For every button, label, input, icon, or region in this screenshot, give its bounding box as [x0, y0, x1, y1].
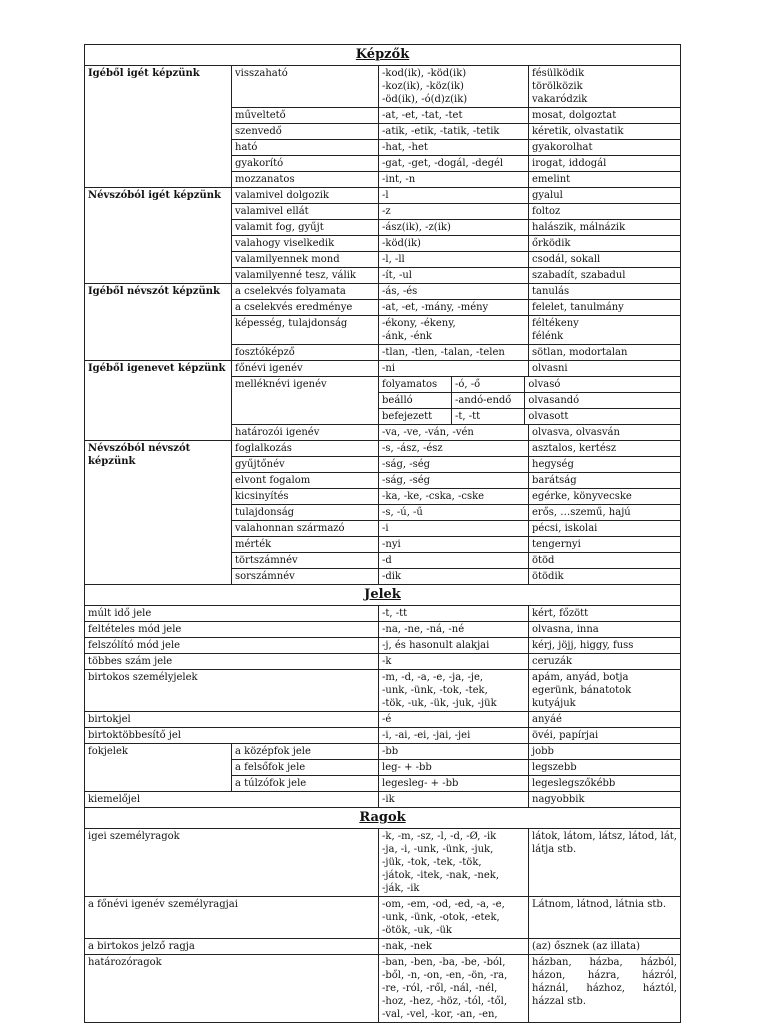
kepzo-suffix-line: -i: [382, 523, 389, 534]
kepzo-type: melléknévi igenév: [232, 377, 379, 425]
kepzo-suffix-line: -gat, -get, -dogál, -degél: [382, 158, 504, 169]
group-label: Névszóból igét képzünk: [85, 188, 232, 284]
grammar-sheet: [84, 44, 680, 1023]
kepzo-type: határozói igenév: [232, 425, 379, 441]
rag-name: a birtokos jelző ragja: [85, 939, 379, 955]
kepzo-suffix: [379, 473, 529, 489]
participle-subtable-cell: [379, 377, 681, 425]
kepzo-example: [529, 66, 681, 108]
kepzo-suffix: [379, 236, 529, 252]
rag-name: a főnévi igenév személyragjai: [85, 897, 379, 939]
kepzo-type: valamivel ellát: [232, 204, 379, 220]
kepzo-suffix-line: -va, -ve, -ván, -vén: [382, 427, 474, 438]
jel-name: felszólító mód jele: [85, 638, 379, 654]
jel-example-line: anyáé: [532, 714, 562, 725]
kepzo-type: valahogy viselkedik: [232, 236, 379, 252]
kepzo-example: [529, 473, 681, 489]
rag-suffix-line: -hoz, -hez, -höz, -tól, -től,: [382, 996, 508, 1007]
kepzo-type: fosztóképző: [232, 345, 379, 361]
table-row: [85, 188, 681, 204]
fokjel-group-label: fokjelek: [85, 744, 232, 792]
section-title-kepzok: [85, 45, 681, 66]
section-title-kepzok-row: [85, 45, 681, 66]
kepzo-example: [529, 316, 681, 345]
kepzo-suffix: [379, 553, 529, 569]
kepzo-example-line: pécsi, iskolai: [532, 523, 598, 534]
kepzo-suffix-line: -nyi: [382, 539, 401, 550]
kepzo-example: [529, 172, 681, 188]
kepzo-type: a cselekvés folyamata: [232, 284, 379, 300]
kepzo-suffix: [379, 300, 529, 316]
participle-suffix: -andó-endő: [451, 393, 524, 409]
kepzo-suffix: [379, 361, 529, 377]
participle-suffix: -ó, -ő: [451, 377, 524, 393]
kepzo-type: ható: [232, 140, 379, 156]
participle-label: befejezett: [379, 409, 451, 425]
rag-suffix-line: -jük, -tok, -tek, -tök,: [382, 857, 482, 868]
rag-suffix-line: -val, -vel, -kor, -an, -en,: [382, 1009, 498, 1020]
kepzo-example-line: tengernyi: [532, 539, 581, 550]
kepzo-type: a cselekvés eredménye: [232, 300, 379, 316]
jel-name: múlt idő jele: [85, 606, 379, 622]
kepzo-suffix: [379, 268, 529, 284]
kepzo-suffix: [379, 569, 529, 585]
kepzo-suffix-line: -ka, -ke, -cska, -cske: [382, 491, 485, 502]
group-label: Igéből igenevet képzünk: [85, 361, 232, 441]
kepzo-type: gyakorító: [232, 156, 379, 172]
kepzo-type: szenvedő: [232, 124, 379, 140]
kepzo-type: visszaható: [232, 66, 379, 108]
kepzo-suffix-line: -tlan, -tlen, -talan, -telen: [382, 347, 505, 358]
kepzo-suffix-line: -s, -ú, -ű: [382, 507, 423, 518]
kepzo-example: [529, 441, 681, 457]
kepzo-suffix-line: -at, -et, -tat, -tet: [382, 110, 463, 121]
jel-example: [529, 712, 681, 728]
kepzo-suffix-line: -ság, -ség: [382, 475, 431, 486]
kepzo-example: [529, 220, 681, 236]
jel-suffix: [379, 638, 529, 654]
rag-example: látok, látom, látsz, látod, lát, látja stb.: [529, 829, 681, 897]
participle-example: olvasott: [528, 411, 569, 422]
kepzo-example-line: szabadít, szabadul: [532, 270, 626, 281]
kepzo-suffix-line: -z: [382, 206, 391, 217]
kepzo-type: valamivel dolgozik: [232, 188, 379, 204]
group-label: Igéből névszót képzünk: [85, 284, 232, 361]
kepzo-type: törtszámnév: [232, 553, 379, 569]
kepzo-type: elvont fogalom: [232, 473, 379, 489]
jel-example-line: kutyájuk: [532, 698, 576, 709]
kepzo-type: képesség, tulajdonság: [232, 316, 379, 345]
jel-suffix: [379, 606, 529, 622]
kepzo-suffix-line: -ság, -ség: [382, 459, 431, 470]
table-row: [85, 829, 681, 897]
fokjel-label: a felsőfok jele: [232, 760, 379, 776]
kepzo-suffix: [379, 124, 529, 140]
kepzo-example-line: irogat, iddogál: [532, 158, 607, 169]
rag-suffix-line: -ban, -ben, -ba, -be, -ból,: [382, 957, 506, 968]
table-row: [85, 712, 681, 728]
kepzo-suffix-line: -hat, -het: [382, 142, 428, 153]
section-title-kepzok-text: Képzők: [355, 47, 410, 62]
kepzo-example: [529, 569, 681, 585]
jel-suffix: -ik: [379, 792, 529, 808]
kepzo-example-line: féltékeny: [532, 318, 579, 329]
kepzo-example: [529, 521, 681, 537]
kepzo-suffix: [379, 521, 529, 537]
table-row: [85, 939, 681, 955]
kepzo-example: [529, 188, 681, 204]
participle-label: beálló: [379, 393, 451, 409]
kepzo-suffix: [379, 108, 529, 124]
participle-row: [379, 393, 680, 409]
kepzo-suffix: [379, 140, 529, 156]
participle-subtable: [379, 377, 680, 424]
jel-suffix-line: -i, -ai, -ei, -jai, -jei: [382, 730, 471, 741]
kepzo-suffix-line: -dik: [382, 571, 402, 582]
kepzo-suffix: [379, 188, 529, 204]
kepzo-example: [529, 124, 681, 140]
jel-name: többes szám jele: [85, 654, 379, 670]
kepzo-type: valamilyenné tesz, válik: [232, 268, 379, 284]
kepzo-suffix: [379, 425, 529, 441]
rag-suffix-line: -unk, -ünk, -otok, -etek,: [382, 912, 500, 923]
kepzo-example-line: sötlan, modortalan: [532, 347, 628, 358]
kepzo-example-line: őrködik: [532, 238, 571, 249]
kepzo-suffix-line: -ász(ik), -z(ik): [382, 222, 451, 233]
kepzo-suffix: [379, 204, 529, 220]
jel-suffix-line: -é: [382, 714, 392, 725]
table-row: [85, 66, 681, 108]
kepzo-example: [529, 489, 681, 505]
jel-suffix: [379, 728, 529, 744]
table-row: [85, 361, 681, 377]
kepzo-suffix: [379, 252, 529, 268]
rag-example: házban, házba, házból, házon, házra, házról, háznál, házhoz, háztól, házzal stb.: [529, 955, 681, 1023]
fokjel-example: jobb: [529, 744, 681, 760]
participle-example: olvasó: [525, 377, 680, 393]
rag-suffix-line: -om, -em, -od, -ed, -a, -e,: [382, 899, 505, 910]
jel-example: [529, 654, 681, 670]
kepzo-suffix-line: -koz(ik), -köz(ik): [382, 81, 464, 92]
kepzo-example: [529, 345, 681, 361]
kepzo-type: tulajdonság: [232, 505, 379, 521]
rag-name: igei személyragok: [85, 829, 379, 897]
kepzo-suffix-line: -ít, -ul: [382, 270, 412, 281]
kepzo-suffix: [379, 505, 529, 521]
group-label: Igéből igét képzünk: [85, 66, 232, 188]
kepzo-type: gyűjtőnév: [232, 457, 379, 473]
kepzo-example: [529, 425, 681, 441]
rag-suffix: [379, 955, 529, 1023]
kepzo-example: [529, 268, 681, 284]
rag-suffix: [379, 829, 529, 897]
kepzo-type: sorszámnév: [232, 569, 379, 585]
kepzo-example: [529, 284, 681, 300]
section-title-ragok: [85, 808, 681, 829]
jel-suffix-line: -t, -tt: [382, 608, 408, 619]
kepzo-example-line: fésülködik: [532, 68, 585, 79]
kepzo-suffix-line: -öd(ik), -ó(d)z(ik): [382, 94, 468, 105]
rag-name: határozóragok: [85, 955, 379, 1023]
jel-example: [529, 728, 681, 744]
rag-suffix-line: -ja, -i, -unk, -ünk, -juk,: [382, 844, 494, 855]
kepzo-example-line: mosat, dolgoztat: [532, 110, 617, 121]
jel-example: [529, 638, 681, 654]
kepzo-suffix: [379, 156, 529, 172]
rag-suffix: [379, 939, 529, 955]
kepzo-example-line: vakaródzik: [532, 94, 588, 105]
kepzo-type: mozzanatos: [232, 172, 379, 188]
kepzo-example-line: ötödik: [532, 571, 564, 582]
jel-suffix-line: -j, és hasonult alakjai: [382, 640, 490, 651]
jel-suffix: [379, 622, 529, 638]
kepzo-suffix: [379, 220, 529, 236]
kepzo-example: [529, 537, 681, 553]
kepzo-example-line: erős, …szemű, hajú: [532, 507, 631, 518]
jel-example-line: övéi, papírjai: [532, 730, 599, 741]
jel-name: kiemelőjel: [85, 792, 379, 808]
kepzo-suffix-line: -ánk, -énk: [382, 331, 432, 342]
fokjel-suffix: legesleg- + -bb: [379, 776, 529, 792]
fokjel-example: legszebb: [529, 760, 681, 776]
jel-example-line: kérj, jöjj, higgy, fuss: [532, 640, 634, 651]
rag-suffix-line: -játok, -itek, -nak, -nek,: [382, 870, 500, 881]
kepzo-example-line: foltoz: [532, 206, 561, 217]
kepzo-example: [529, 140, 681, 156]
kepzo-example-line: olvasva, olvasván: [532, 427, 620, 438]
participle-row: [379, 377, 680, 393]
participle-example: olvasandó: [525, 393, 680, 409]
kepzo-example: [529, 156, 681, 172]
section-title-jelek-text: Jelek: [364, 587, 401, 602]
section-title-ragok-row: [85, 808, 681, 829]
kepzo-example: [529, 236, 681, 252]
table-row: [85, 897, 681, 939]
jel-example: [529, 622, 681, 638]
kepzo-type: valahonnan származó: [232, 521, 379, 537]
kepzo-suffix-line: -köd(ik): [382, 238, 421, 249]
kepzo-example-line: egérke, könyvecske: [532, 491, 632, 502]
kepzo-suffix: [379, 441, 529, 457]
kepzo-example-line: tanulás: [532, 286, 570, 297]
kepzo-suffix: [379, 172, 529, 188]
kepzo-suffix-line: -kod(ik), -köd(ik): [382, 68, 467, 79]
jel-name: birtokjel: [85, 712, 379, 728]
kepzo-type: főnévi igenév: [232, 361, 379, 377]
kepzo-example-line: félénk: [532, 331, 564, 342]
fokjel-label: a középfok jele: [232, 744, 379, 760]
rag-example: (az) ősznek (az illata): [529, 939, 681, 955]
jel-name: feltételes mód jele: [85, 622, 379, 638]
kepzo-type: kicsinyítés: [232, 489, 379, 505]
participle-label: folyamatos: [379, 377, 451, 393]
kepzo-suffix: [379, 345, 529, 361]
jel-suffix: [379, 712, 529, 728]
table-row: [85, 792, 681, 808]
kepzo-example: [529, 108, 681, 124]
kepzo-example-line: hegység: [532, 459, 574, 470]
kepzo-example-line: ötöd: [532, 555, 555, 566]
jel-example: [529, 670, 681, 712]
kepzo-type: valamilyennek mond: [232, 252, 379, 268]
rag-suffix-line: -nak, -nek: [382, 941, 432, 952]
group-label: Névszóból névszót képzünk: [85, 441, 232, 585]
kepzo-example-line: asztalos, kertész: [532, 443, 617, 454]
section-title-jelek: [85, 585, 681, 606]
jel-suffix: [379, 670, 529, 712]
kepzo-type: foglalkozás: [232, 441, 379, 457]
jel-example-line: ceruzák: [532, 656, 573, 667]
jel-example-line: kért, főzött: [532, 608, 589, 619]
participle-row: [379, 409, 680, 425]
table-row: [85, 670, 681, 712]
jel-suffix-line: -m, -d, -a, -e, -ja, -je,: [382, 672, 484, 683]
kepzo-example: [529, 300, 681, 316]
jel-name: birtokos személyjelek: [85, 670, 379, 712]
jel-example: [529, 606, 681, 622]
kepzo-suffix: [379, 66, 529, 108]
kepzo-example: [529, 204, 681, 220]
kepzo-suffix-line: -atik, -etik, -tatik, -tetik: [382, 126, 500, 137]
jel-example-line: olvasna, inna: [532, 624, 599, 635]
kepzo-example: [529, 252, 681, 268]
fokjel-label: a túlzófok jele: [232, 776, 379, 792]
kepzo-example-line: gyalul: [532, 190, 563, 201]
kepzo-example: [529, 553, 681, 569]
kepzo-suffix: [379, 537, 529, 553]
jel-suffix-line: -na, -ne, -ná, -né: [382, 624, 465, 635]
jel-example-line: apám, anyád, botja: [532, 672, 629, 683]
table-row: [85, 744, 681, 760]
kepzo-example-line: kéretik, olvastatik: [532, 126, 624, 137]
kepzo-suffix-line: -int, -n: [382, 174, 416, 185]
jel-name: birtoktöbbesítő jel: [85, 728, 379, 744]
rag-suffix-line: -ják, -ik: [382, 883, 420, 894]
kepzo-suffix-line: -l: [382, 190, 389, 201]
kepzo-suffix: [379, 284, 529, 300]
kepzo-example-line: csodál, sokall: [532, 254, 601, 265]
kepzo-example-line: halászik, málnázik: [532, 222, 626, 233]
table-row: [85, 728, 681, 744]
rag-example: Látnom, látnod, látnia stb.: [529, 897, 681, 939]
kepzo-suffix: [379, 489, 529, 505]
rag-suffix: [379, 897, 529, 939]
kepzo-suffix: [379, 457, 529, 473]
table-row: [85, 638, 681, 654]
fokjel-suffix: leg- + -bb: [379, 760, 529, 776]
kepzo-example-line: törölközik: [532, 81, 583, 92]
rag-suffix-line: -ből, -n, -on, -en, -ön, -ra,: [382, 970, 508, 981]
table-row: [85, 284, 681, 300]
rag-suffix-line: -k, -m, -sz, -l, -d, -Ø, -ik: [382, 831, 497, 842]
section-title-ragok-text: Ragok: [359, 810, 406, 825]
rag-suffix-line: -re, -ról, -ről, -nál, -nél,: [382, 983, 498, 994]
jel-suffix-line: -tök, -uk, -ük, -juk, -jük: [382, 698, 497, 709]
kepzo-suffix-line: -d: [382, 555, 392, 566]
table-row: [85, 441, 681, 457]
kepzo-example-line: felelet, tanulmány: [532, 302, 624, 313]
rag-suffix-line: -ötök, -uk, -ük: [382, 925, 452, 936]
kepzo-suffix-line: -ni: [382, 363, 396, 374]
kepzo-example-line: emelint: [532, 174, 571, 185]
table-row: [85, 955, 681, 1023]
jel-example: nagyobbik: [529, 792, 681, 808]
jel-suffix: [379, 654, 529, 670]
kepzo-type: mérték: [232, 537, 379, 553]
jel-suffix-line: -unk, -ünk, -tok, -tek,: [382, 685, 488, 696]
kepzo-example-line: olvasni: [532, 363, 568, 374]
kepzo-type: valamit fog, gyűjt: [232, 220, 379, 236]
kepzo-suffix-line: -at, -et, -mány, -mény: [382, 302, 489, 313]
jel-example-line: egerünk, bánatotok: [532, 685, 632, 696]
kepzo-example: [529, 505, 681, 521]
jel-suffix-line: -k: [382, 656, 392, 667]
table-row: [85, 654, 681, 670]
kepzo-suffix: [379, 316, 529, 345]
kepzo-example: [529, 361, 681, 377]
kepzo-example-line: gyakorolhat: [532, 142, 593, 153]
fokjel-example: legeslegszőkébb: [529, 776, 681, 792]
kepzo-example-line: barátság: [532, 475, 577, 486]
kepzo-suffix-line: -ékony, -ékeny,: [382, 318, 456, 329]
table-row: [85, 622, 681, 638]
section-title-jelek-row: [85, 585, 681, 606]
fokjel-suffix: -bb: [379, 744, 529, 760]
kepzo-suffix-line: -l, -ll: [382, 254, 405, 265]
kepzo-suffix-line: -s, -ász, -ész: [382, 443, 443, 454]
participle-suffix: -t, -tt: [451, 409, 524, 425]
kepzo-suffix-line: -ás, -és: [382, 286, 418, 297]
kepzo-type: műveltető: [232, 108, 379, 124]
kepzo-example: [529, 457, 681, 473]
table-row: [85, 606, 681, 622]
grammar-table: [84, 44, 681, 1023]
